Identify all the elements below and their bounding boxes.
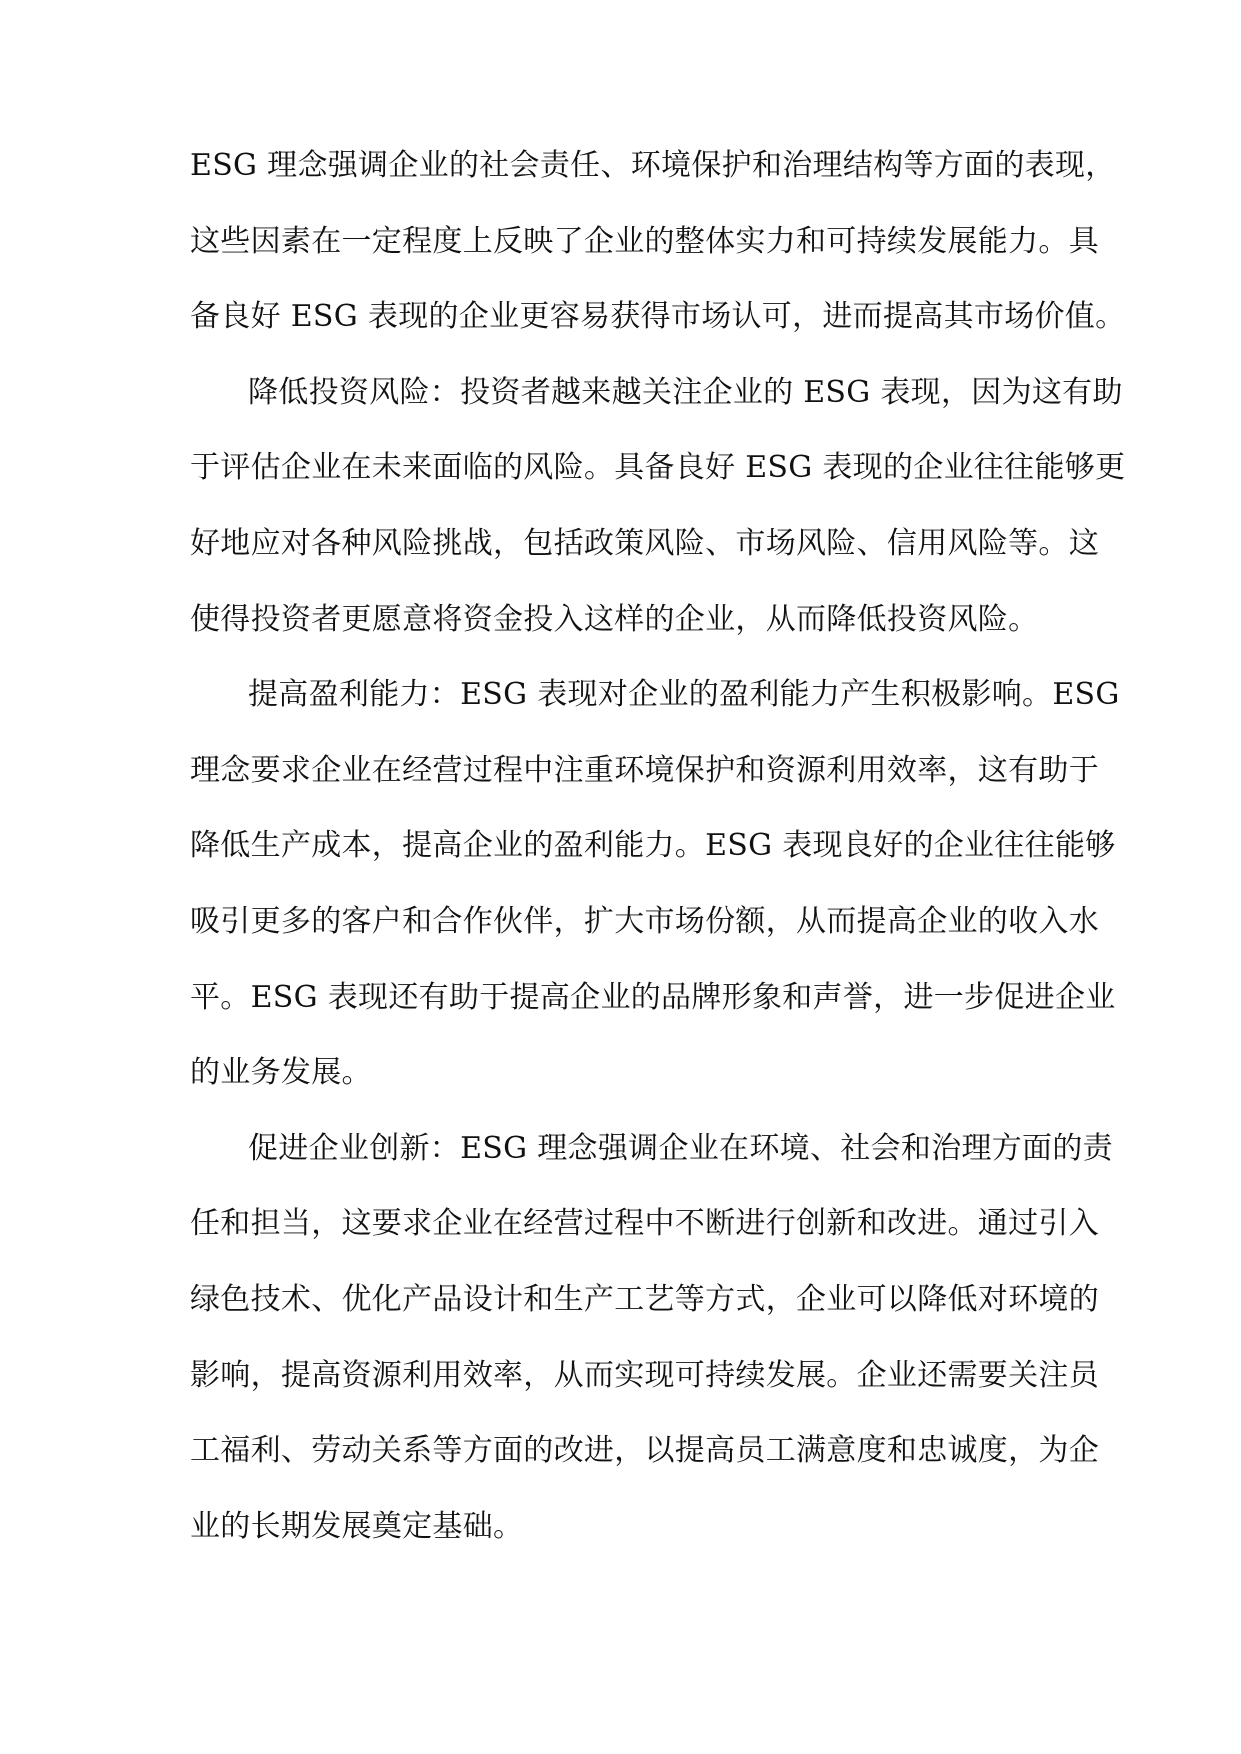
text-line: 降低生产成本，提高企业的盈利能力。ESG 表现良好的企业往往能够 <box>190 828 1116 864</box>
paragraph-first-line: 促进企业创新：ESG 理念强调企业在环境、社会和治理方面的责 <box>248 1130 1113 1166</box>
text-line: 影响，提高资源利用效率，从而实现可持续发展。企业还需要关注员 <box>190 1357 1099 1393</box>
text-line: 任和担当，这要求企业在经营过程中不断进行创新和改进。通过引入 <box>190 1206 1099 1242</box>
text-line: 使得投资者更愿意将资金投入这样的企业，从而降低投资风险。 <box>190 601 1039 637</box>
text-line: 备良好 ESG 表现的企业更容易获得市场认可，进而提高其市场价值。 <box>190 299 1126 335</box>
text-line: 平。ESG 表现还有助于提高企业的品牌形象和声誉，进一步促进企业 <box>190 979 1116 1015</box>
text-line: 吸引更多的客户和合作伙伴，扩大市场份额，从而提高企业的收入水 <box>190 903 1099 939</box>
text-line: 好地应对各种风险挑战，包括政策风险、市场风险、信用风险等。这 <box>190 525 1099 561</box>
paragraph-first-line: 降低投资风险：投资者越来越关注企业的 ESG 表现，因为这有助 <box>248 374 1123 410</box>
text-line: ESG 理念强调企业的社会责任、环境保护和治理结构等方面的表现， <box>190 148 1116 183</box>
text-line: 绿色技术、优化产品设计和生产工艺等方式，企业可以降低对环境的 <box>190 1281 1099 1317</box>
text-line: 业的长期发展奠定基础。 <box>190 1508 524 1544</box>
text-line: 这些因素在一定程度上反映了企业的整体实力和可持续发展能力。具 <box>190 223 1099 259</box>
paragraph-first-line: 提高盈利能力：ESG 表现对企业的盈利能力产生积极影响。ESG <box>248 677 1120 713</box>
text-line: 的业务发展。 <box>190 1055 372 1091</box>
body-text <box>190 128 1126 1564</box>
text-line: 工福利、劳动关系等方面的改进，以提高员工满意度和忠诚度，为企 <box>190 1433 1099 1469</box>
text-line: 理念要求企业在经营过程中注重环境保护和资源利用效率，这有助于 <box>190 752 1099 788</box>
text-line: 于评估企业在未来面临的风险。具备良好 ESG 表现的企业往往能够更 <box>190 450 1126 486</box>
